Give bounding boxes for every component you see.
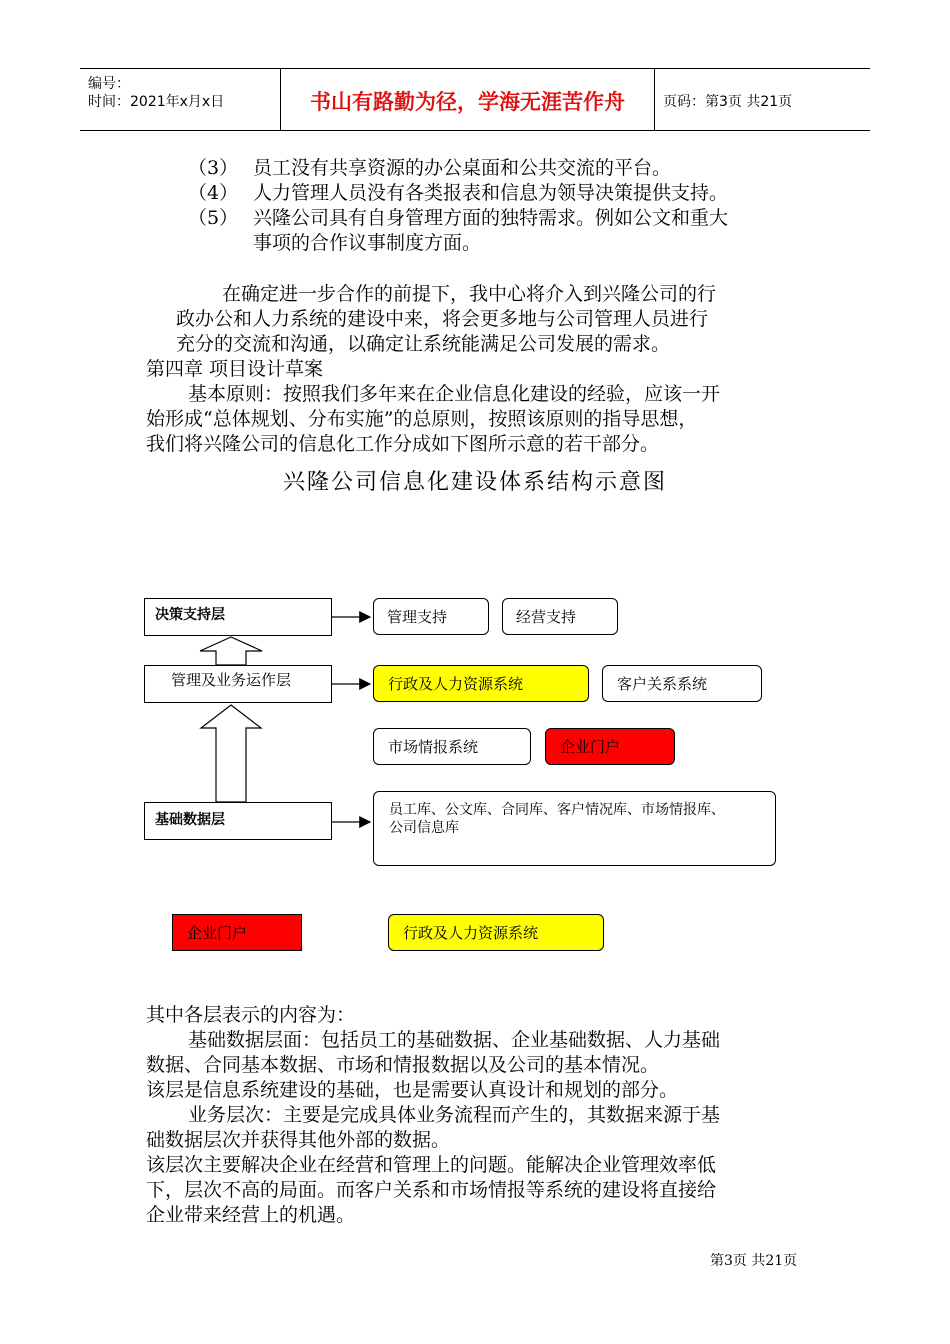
paragraph-line: 基础数据层面：包括员工的基础数据、企业基础数据、人力基础: [188, 1029, 721, 1051]
paragraph-line: 该层次主要解决企业在经营和管理上的问题。能解决企业管理效率低: [146, 1154, 717, 1176]
up-arrow-small: [200, 637, 262, 665]
paragraph-line: 数据、合同基本数据、市场和情报数据以及公司的基本情况。: [146, 1054, 660, 1076]
serial-label: 编号：: [88, 76, 130, 92]
chapter-heading: 第四章 项目设计草案: [146, 358, 324, 380]
paragraph-line: 充分的交流和沟通，以确定让系统能满足公司发展的需求。: [176, 333, 671, 355]
admin-hr-system-box: 行政及人力资源系统: [373, 665, 589, 702]
date-line: 时间：2021年x月x日: [88, 94, 225, 110]
list-item-continuation: 事项的合作议事制度方面。: [253, 232, 482, 254]
list-item: 人力管理人员没有各类报表和信息为领导决策提供支持。: [253, 182, 729, 204]
paragraph-line: 始形成“总体规划、分布实施”的总原则，按照该原则的指导思想，: [146, 408, 698, 430]
diagram-title: 兴隆公司信息化建设体系结构示意图: [282, 470, 667, 495]
list-item-number: （4）: [188, 182, 239, 204]
paragraph-line: 下，层次不高的局面。而客户关系和市场情报等系统的建设将直接给: [146, 1179, 717, 1201]
paragraph-line: 该层是信息系统建设的基础，也是需要认真设计和规划的部分。: [146, 1079, 679, 1101]
up-arrow-large: [201, 705, 261, 802]
crm-system-box: 客户关系系统: [602, 665, 762, 702]
legend-portal-box: 企业门户: [172, 914, 302, 951]
page-code: 页码：第3页 共21页: [663, 94, 793, 110]
paragraph-line: 在确定进一步合作的前提下，我中心将介入到兴隆公司的行: [222, 283, 717, 305]
mgmt-support-box: 管理支持: [373, 598, 489, 635]
paragraph-line: 业务层次：主要是完成具体业务流程而产生的，其数据来源于基: [188, 1104, 721, 1126]
databases-box: [373, 791, 776, 866]
data-layer-box: 基础数据层: [144, 802, 332, 840]
list-item: 员工没有共享资源的办公桌面和公共交流的平台。: [253, 157, 672, 179]
databases-line: 公司信息库: [389, 820, 459, 836]
list-item: 兴隆公司具有自身管理方面的独特需求。例如公文和重大: [253, 207, 729, 229]
list-item-number: （5）: [188, 207, 239, 229]
paragraph-line: 企业带来经营上的机遇。: [146, 1204, 356, 1226]
paragraph-line: 政办公和人力系统的建设中来，将会更多地与公司管理人员进行: [176, 308, 709, 330]
page-footer: 第3页 共21页: [710, 1253, 798, 1269]
paragraph-line: 我们将兴隆公司的信息化工作分成如下图所示意的若干部分。: [146, 433, 660, 455]
paragraph-line: 基本原则：按照我们多年来在企业信息化建设的经验，应该一开: [188, 383, 721, 405]
motto: 书山有路勤为径，学海无涯苦作舟: [310, 90, 625, 114]
biz-support-box: 经营支持: [502, 598, 618, 635]
management-layer-box: 管理及业务运作层: [144, 665, 332, 703]
legend-admin-hr-box: 行政及人力资源系统: [388, 914, 604, 951]
enterprise-portal-box: 企业门户: [545, 728, 675, 765]
decision-layer-box: 决策支持层: [144, 598, 332, 636]
list-item-number: （3）: [188, 157, 239, 179]
market-info-system-box: 市场情报系统: [373, 728, 531, 765]
paragraph-line: 础数据层次并获得其他外部的数据。: [146, 1129, 451, 1151]
databases-line: 员工库、公文库、合同库、客户情况库、市场情报库、: [389, 802, 725, 818]
paragraph-line: 其中各层表示的内容为：: [146, 1004, 356, 1026]
